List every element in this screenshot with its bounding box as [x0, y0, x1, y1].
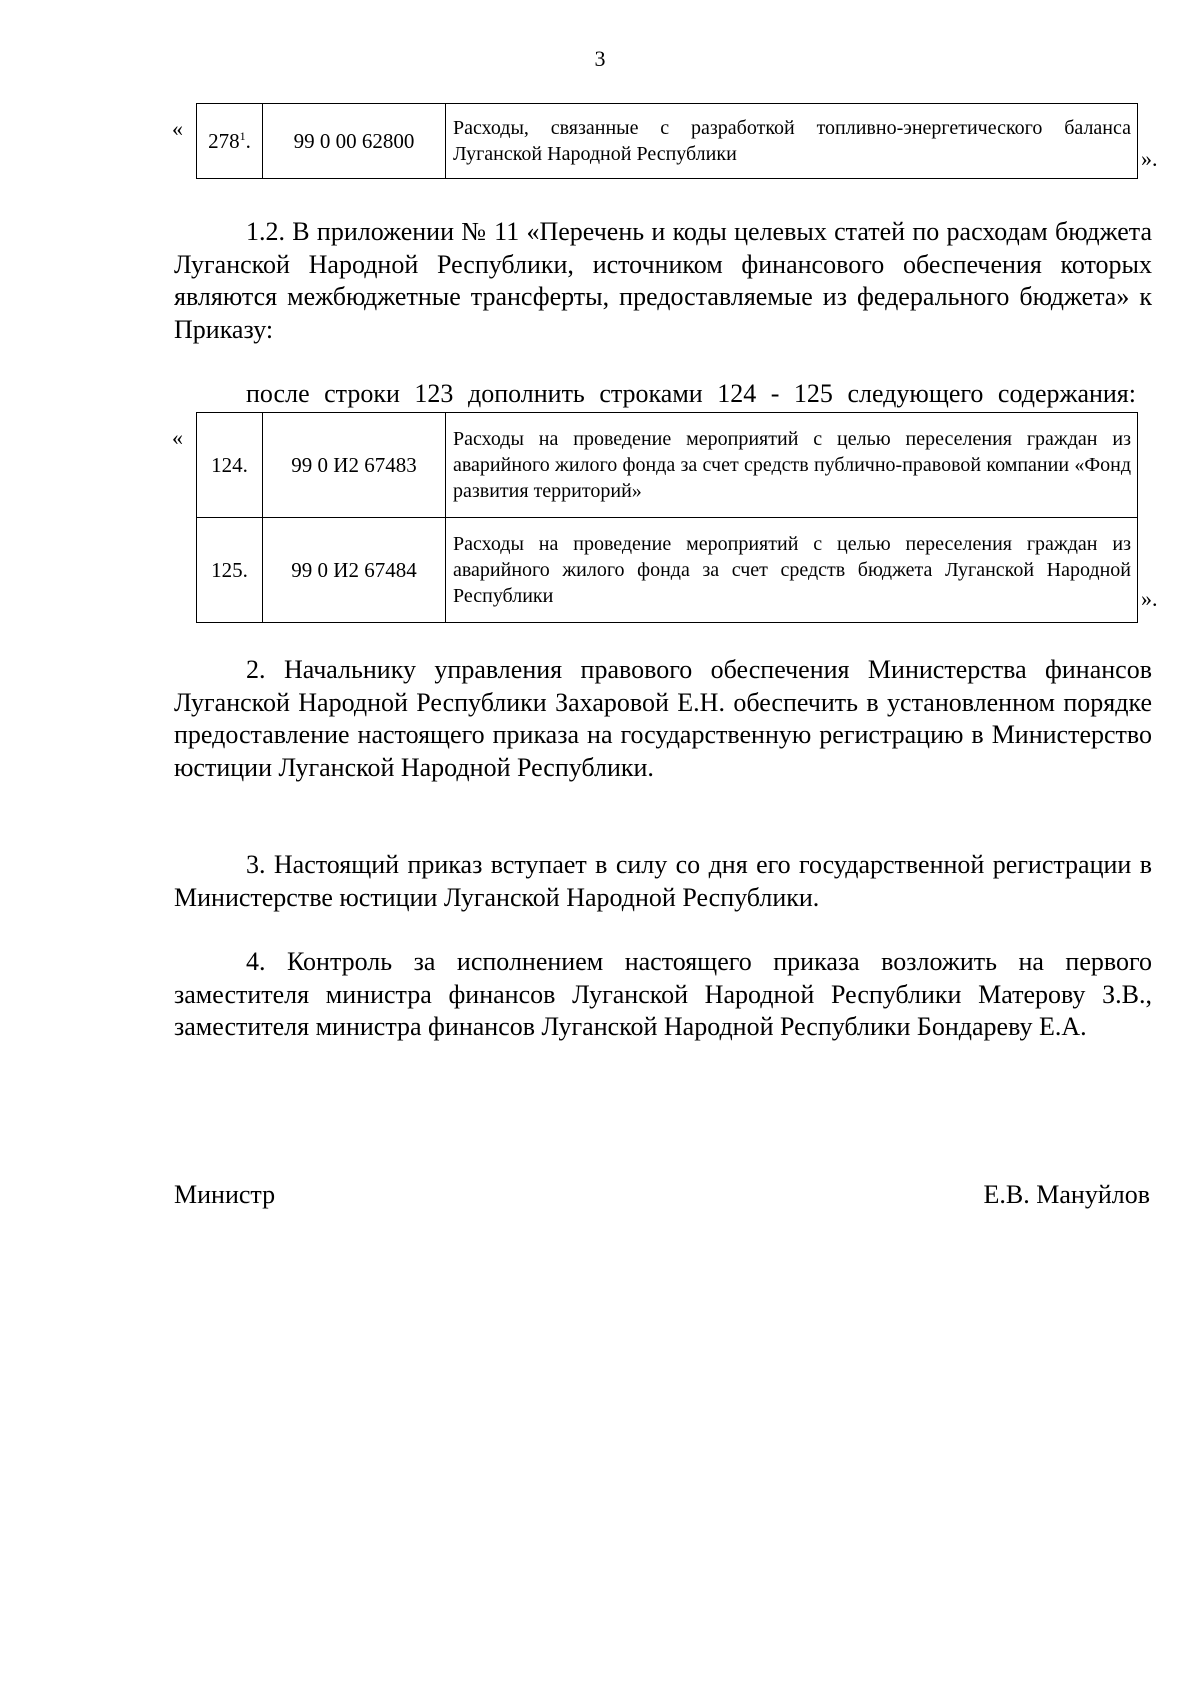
table-row: [197, 518, 1138, 623]
row-code: 99 0 И2 67483: [263, 413, 446, 518]
paragraph-4: 4. Контроль за исполнением настоящего приказа возложить на первого заместителя министра финансов Луганской Народной Республики Матерову З.В., заместителя министра финансов Луганской Народной Республики Бондареву Е.А.: [174, 947, 1152, 1041]
row-number: $278^1$.: [197, 104, 263, 179]
row-code: 99 0 И2 67484: [263, 518, 446, 623]
signature-name: Е.В. Мануйлов: [983, 1180, 1150, 1209]
table-row: [197, 104, 1138, 179]
row-number: 124.: [197, 413, 263, 518]
paragraph-2: 2. Начальнику управления правового обеспечения Министерства финансов Луганской Народной Республики Захаровой Е.Н. обеспечить в установленном порядке предоставление настоящего приказа на государственную регистрацию в Министерство юстиции Луганской Народной Республики.: [174, 655, 1152, 782]
table2-open-quote: «: [172, 425, 183, 450]
row-description: Расходы, связанные с разработкой топливно-энергетического баланса Луганской Народной Республики: [446, 104, 1138, 179]
table-target-articles-2: [196, 412, 1138, 623]
signature-title: Министр: [174, 1180, 276, 1209]
paragraph-3: 3. Настоящий приказ вступает в силу со дня его государственной регистрации в Министерстве юстиции Луганской Народной Республики.: [174, 850, 1152, 912]
row-number: 125.: [197, 518, 263, 623]
table-target-articles-1: [196, 103, 1138, 179]
paragraph-1-2: 1.2. В приложении № 11 «Перечень и коды целевых статей по расходам бюджета Луганской Народной Республики, источником финансового обеспечения которых являются межбюджетные трансферты, предоставляемые из федерального бюджета» к Приказу:: [174, 217, 1152, 344]
table-row: [197, 413, 1138, 518]
table1-close-quote: ».: [1141, 146, 1158, 171]
paragraph-add-rows: после строки 123 дополнить строками 124 - 125 следующего содержания:: [246, 379, 1136, 408]
table2-close-quote: ».: [1141, 586, 1158, 611]
row-description: Расходы на проведение мероприятий с целью переселения граждан из аварийного жилого фонда за счет средств публично-правовой компании «Фонд развития территорий»: [446, 413, 1138, 518]
table1-open-quote: «: [172, 116, 183, 141]
page-number: 3: [594, 46, 606, 71]
row-description: Расходы на проведение мероприятий с целью переселения граждан из аварийного жилого фонда за счет средств бюджета Луганской Народной Республики: [446, 518, 1138, 623]
row-code: 99 0 00 62800: [263, 104, 446, 179]
